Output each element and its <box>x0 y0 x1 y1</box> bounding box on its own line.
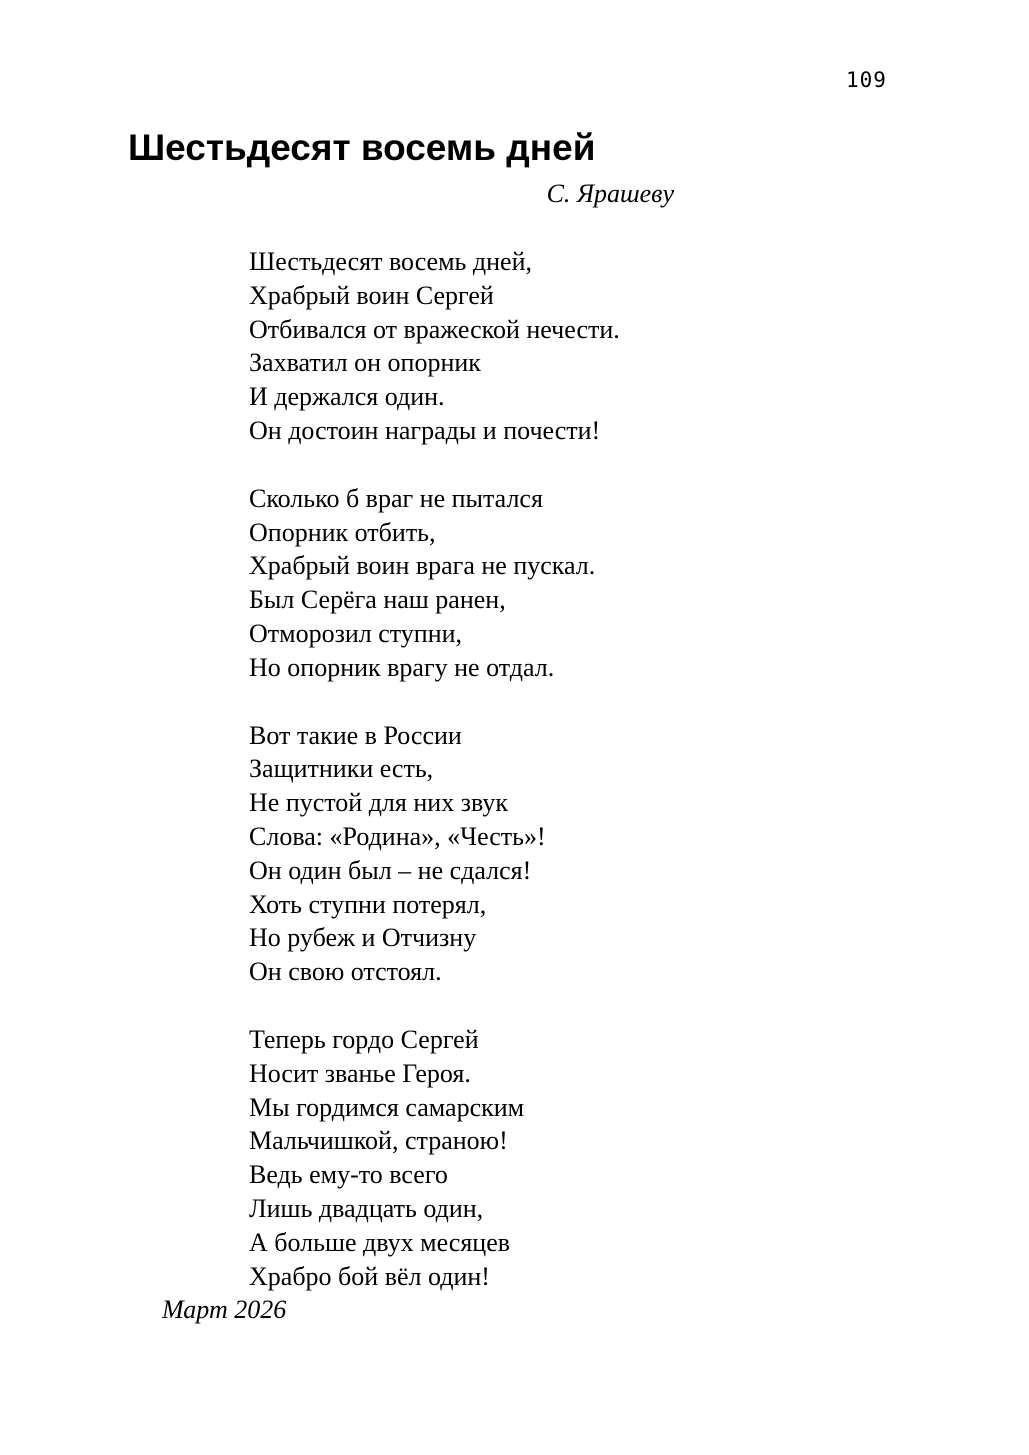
poem-line: Сколько б враг не пытался <box>249 483 543 513</box>
poem-line: И держался один. <box>249 382 445 412</box>
poem-line: Мы гордимся самарским <box>249 1092 525 1122</box>
page-number: 109 <box>846 68 887 92</box>
stanza-2 <box>249 482 620 685</box>
poem-line: Храбрый воин Сергей <box>249 280 494 310</box>
poem-date: Март 2026 <box>162 1295 287 1324</box>
poem-line: Мальчишкой, страною! <box>249 1126 508 1156</box>
poem-line: Он свою отстоял. <box>249 957 442 987</box>
poem-line: Слова: «Родина», «Честь»! <box>249 821 546 851</box>
poem-body <box>249 245 620 1327</box>
poem-line: Он один был – не сдался! <box>249 855 532 885</box>
poem-line: Был Серёга наш ранен, <box>249 585 506 615</box>
stanza-4 <box>249 1023 620 1293</box>
dedication: С. Ярашеву <box>546 179 674 208</box>
poem-line: Защитники есть, <box>249 754 434 784</box>
poem-line: Он достоин награды и почести! <box>249 415 601 445</box>
poem-line: Ведь ему-то всего <box>249 1160 448 1190</box>
poem-line: Отморозил ступни, <box>249 618 463 648</box>
stanza-1 <box>249 245 620 448</box>
poem-line: Теперь гордо Сергей <box>249 1024 479 1054</box>
poem-line: Не пустой для них звук <box>249 788 508 818</box>
poem-line: Храбрый воин врага не пускал. <box>249 551 596 581</box>
poem-line: Лишь двадцать один, <box>249 1193 484 1223</box>
poem-line: Носит званье Героя. <box>249 1058 471 1088</box>
poem-title: Шестьдесят восемь дней <box>128 127 596 168</box>
poem-line: Шестьдесят восемь дней, <box>249 247 533 276</box>
poem-line: Вот такие в России <box>249 720 462 750</box>
poem-line: Отбивался от вражеской нечести. <box>249 314 620 344</box>
poem-line: Опорник отбить, <box>249 517 436 547</box>
poem-line: А больше двух месяцев <box>249 1227 511 1257</box>
poem-line: Захватил он опорник <box>249 348 481 378</box>
stanza-3 <box>249 719 620 989</box>
poem-line: Но рубеж и Отчизну <box>249 923 477 953</box>
poem-line: Храбро бой вёл один! <box>249 1261 490 1291</box>
poem-line: Но опорник врагу не отдал. <box>249 652 555 682</box>
poem-line: Хоть ступни потерял, <box>249 889 487 919</box>
